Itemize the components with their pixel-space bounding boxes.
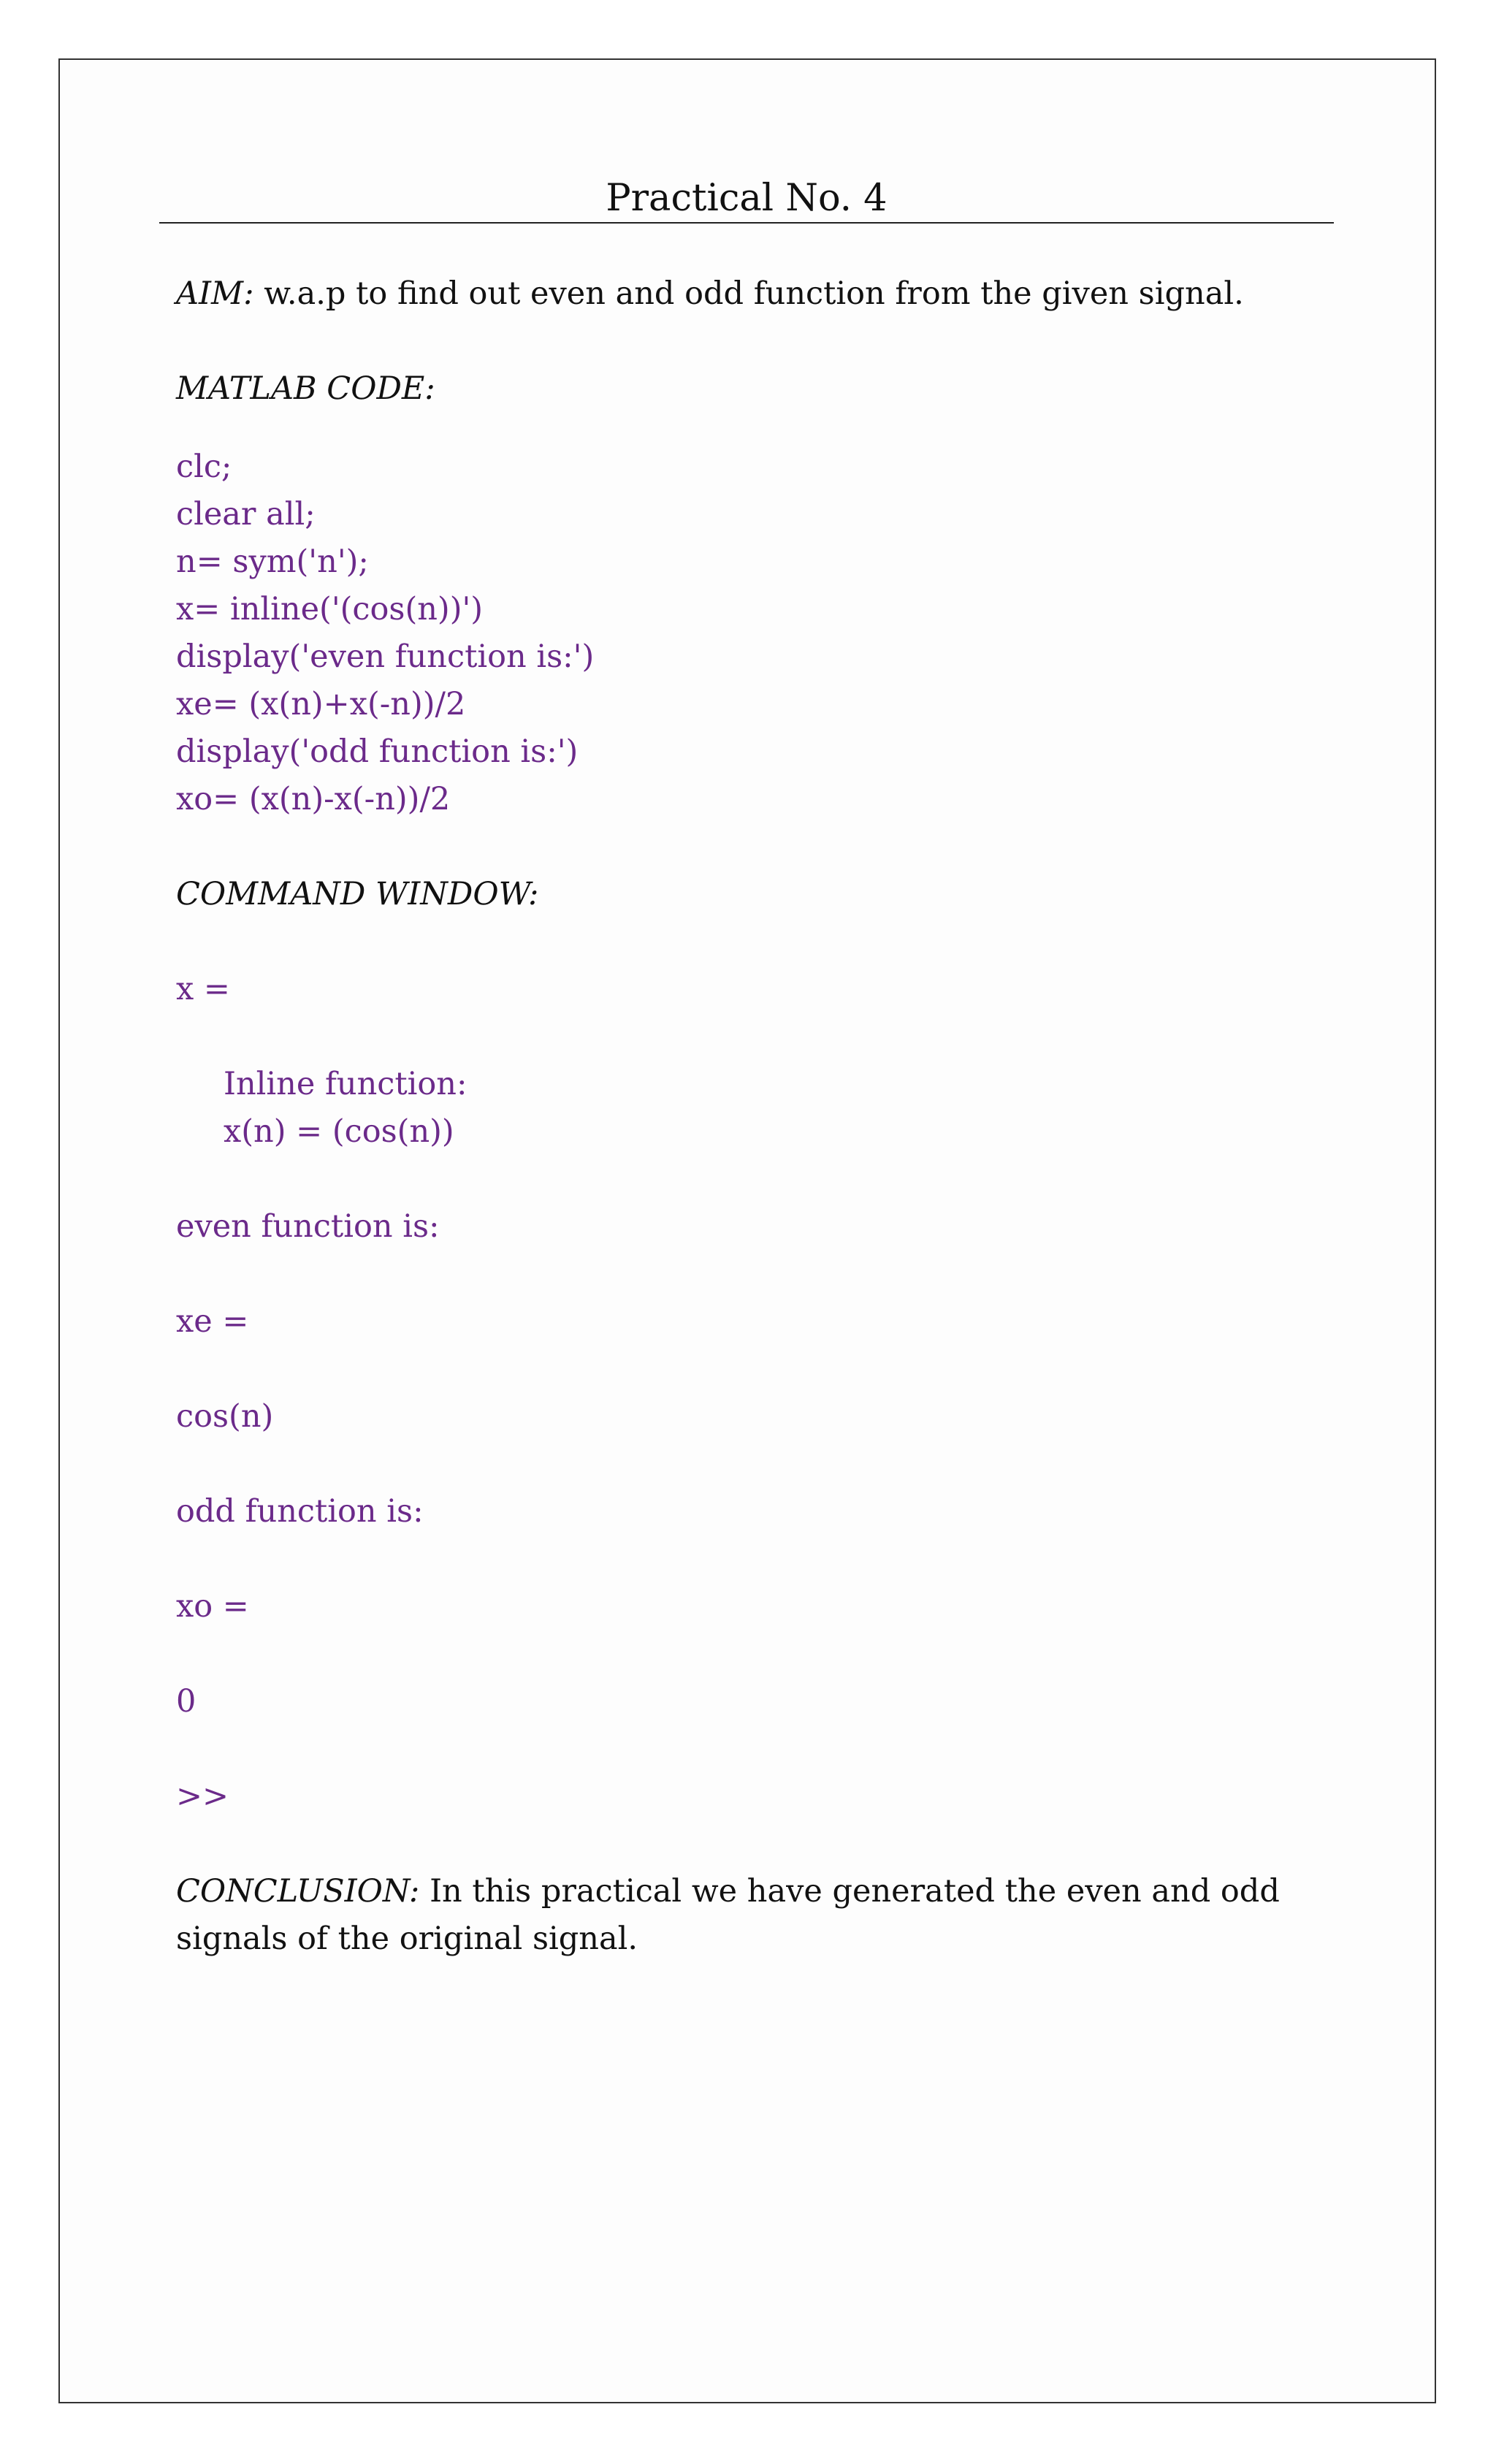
aim-line — [176, 270, 1316, 318]
conclusion-paragraph — [176, 1868, 1316, 1963]
spacer — [176, 1346, 1316, 1393]
output-xo-line: xo = — [176, 1588, 249, 1625]
code-block — [176, 443, 1316, 823]
code-line: display('odd function is:') — [176, 733, 579, 770]
code-line: x= inline('(cos(n))') — [176, 591, 484, 628]
aim-label: AIM: — [176, 275, 254, 312]
code-line: clc; — [176, 449, 232, 485]
conclusion-text: In this practical we have generated the even and odd signals of the original signal. — [176, 1873, 1280, 1957]
spacer — [176, 1156, 1316, 1203]
aim-text: w.a.p to find out even and odd function from the given signal. — [253, 275, 1244, 312]
output-prompt: >> — [176, 1778, 229, 1815]
code-line: clear all; — [176, 496, 316, 533]
command-window-heading: COMMAND WINDOW: — [176, 876, 539, 912]
code-heading: MATLAB CODE: — [176, 370, 435, 407]
output-x-line: x = — [176, 971, 230, 1007]
spacer — [176, 1820, 1316, 1868]
spacer — [176, 318, 1316, 365]
spacer — [176, 1441, 1316, 1488]
command-output — [176, 966, 1316, 1820]
code-line: xe= (x(n)+x(-n))/2 — [176, 686, 466, 722]
spacer — [176, 1536, 1316, 1583]
code-line: n= sym('n'); — [176, 543, 369, 580]
output-inline-label: Inline function: — [224, 1066, 468, 1102]
title-block — [159, 174, 1334, 224]
output-inline-expr: x(n) = (cos(n)) — [224, 1113, 454, 1150]
spacer — [176, 1013, 1316, 1061]
output-xe-value: cos(n) — [176, 1398, 274, 1435]
output-even-label: even function is: — [176, 1208, 440, 1245]
spacer — [176, 413, 1316, 443]
code-line: display('even function is:') — [176, 638, 595, 675]
page-title: Practical No. 4 — [606, 177, 888, 220]
spacer — [176, 1725, 1316, 1773]
spacer — [176, 918, 1316, 966]
conclusion-label: CONCLUSION: — [176, 1873, 420, 1910]
document-body — [176, 270, 1316, 1963]
output-xe-line: xe = — [176, 1303, 249, 1340]
output-xo-value: 0 — [176, 1683, 196, 1720]
spacer — [176, 1251, 1316, 1298]
code-line: xo= (x(n)-x(-n))/2 — [176, 781, 451, 817]
spacer — [176, 1630, 1316, 1678]
output-odd-label: odd function is: — [176, 1493, 424, 1530]
spacer — [176, 823, 1316, 871]
